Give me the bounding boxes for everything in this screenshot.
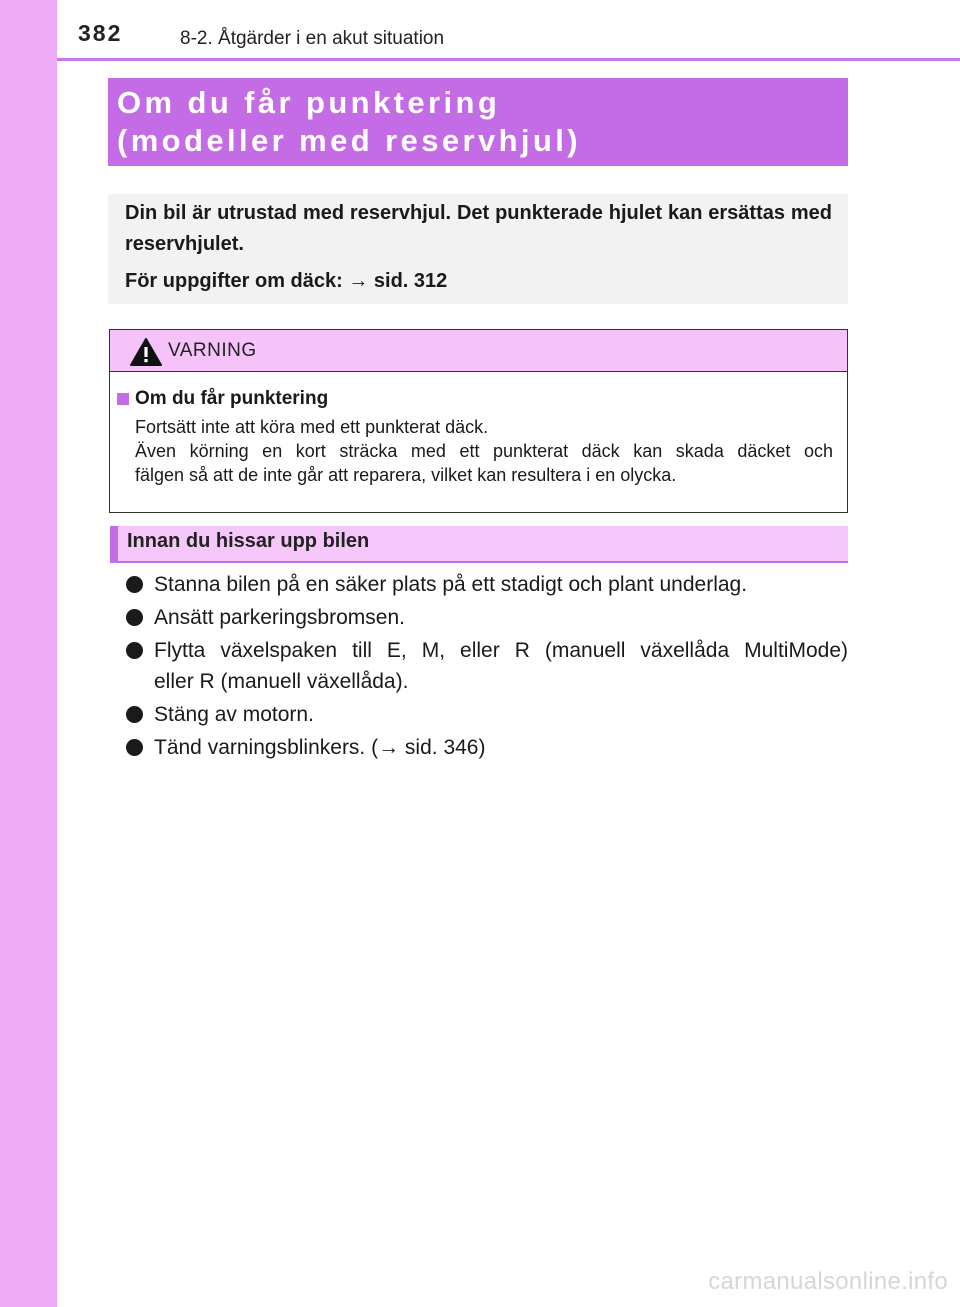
- bullet-dot-icon: [126, 642, 143, 659]
- side-strip: [0, 0, 57, 1307]
- warning-text: [135, 415, 833, 487]
- page-title-line-2: (modeller med reservhjul): [117, 123, 582, 158]
- warning-heading: [117, 387, 833, 411]
- warning-line-2: Även körning en kort sträcka med ett punkterat däck kan skada däcket och: [135, 441, 833, 461]
- page-title: [108, 78, 848, 166]
- subheading: Innan du hissar upp bilen: [110, 526, 848, 563]
- list-item-text: Ansätt parkeringsbromsen.: [154, 606, 405, 629]
- list-item-text: Flytta växelspaken till E, M, eller R (manuell växellåda MultiMode): [154, 639, 848, 662]
- page-number: 382: [78, 20, 123, 46]
- list-item-text: Stanna bilen på en säker plats på ett stadigt och plant underlag.: [154, 573, 748, 596]
- bullet-dot-icon: [126, 576, 143, 593]
- list-item: [124, 732, 848, 763]
- warning-line-3: fälgen så att de inte går att reparera, vilket kan resultera i en olycka.: [135, 465, 677, 485]
- warning-label: VARNING: [168, 340, 257, 361]
- warning-body: [110, 372, 847, 487]
- warning-line-1: Fortsätt inte att köra med ett punkterat däck.: [135, 417, 489, 437]
- list-item: [124, 569, 848, 600]
- list-item-text: Tänd varningsblinkers. (→ sid. 346): [154, 736, 486, 759]
- warning-triangle-icon: [129, 337, 163, 367]
- page-title-line-1: Om du får punktering: [117, 85, 501, 120]
- warning-box: [109, 329, 848, 513]
- list-item: [124, 699, 848, 730]
- intro-box: [108, 194, 848, 304]
- bullet-dot-icon: [126, 739, 143, 756]
- header-rule: [57, 58, 960, 61]
- list-item: [124, 635, 848, 697]
- bullet-list: [124, 569, 848, 765]
- watermark: carmanualsonline.info: [708, 1268, 948, 1295]
- list-item: [124, 602, 848, 633]
- list-item-text-continued: eller R (manuell växellåda).: [154, 670, 409, 693]
- list-item-text: Stäng av motorn.: [154, 703, 314, 726]
- warning-heading-text: Om du får punktering: [135, 388, 329, 409]
- intro-reference: För uppgifter om däck: → sid. 312: [125, 270, 448, 292]
- bullet-dot-icon: [126, 609, 143, 626]
- section-reference: 8-2. Åtgärder i en akut situation: [180, 28, 445, 49]
- warning-header: [110, 330, 847, 372]
- intro-text: Din bil är utrustad med reservhjul. Det punkterade hjulet kan ersättas med reservhjulet.: [125, 202, 832, 255]
- bullet-dot-icon: [126, 706, 143, 723]
- square-bullet-icon: [117, 393, 129, 405]
